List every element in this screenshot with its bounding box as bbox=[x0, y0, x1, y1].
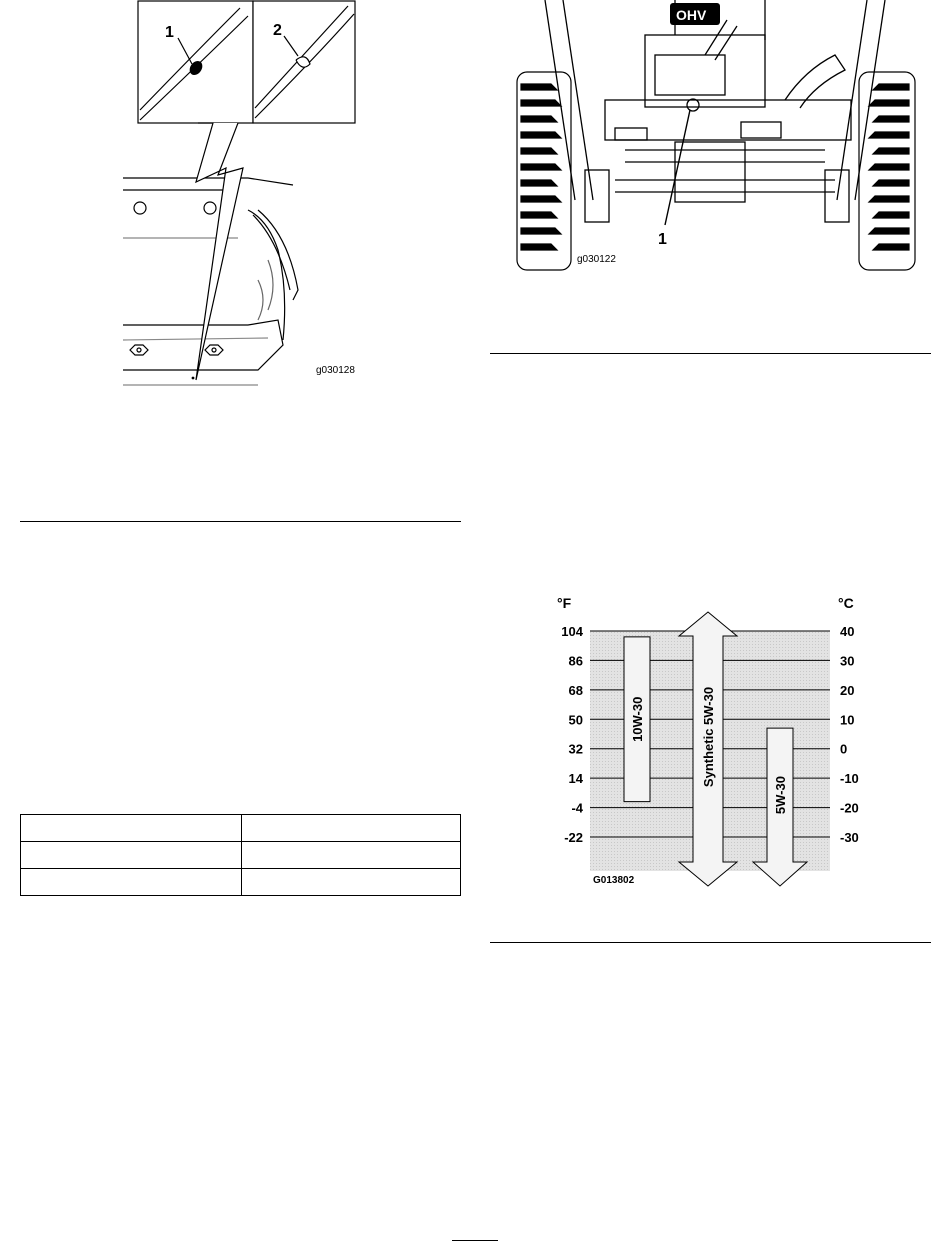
figure-id: g030128 bbox=[316, 365, 355, 376]
page-number-rule bbox=[452, 1240, 498, 1241]
left-tick-label: 14 bbox=[568, 771, 583, 787]
callout-1: 1 bbox=[658, 231, 667, 248]
left-tick-label: -4 bbox=[571, 800, 583, 816]
oil-viscosity-chart bbox=[545, 590, 875, 890]
table-cell bbox=[242, 815, 461, 842]
left-tire bbox=[517, 72, 571, 270]
figure-id: g030122 bbox=[577, 254, 616, 265]
right-tire bbox=[859, 72, 915, 270]
callout-1: 1 bbox=[165, 24, 174, 41]
series-label: 5W-30 bbox=[773, 776, 788, 815]
table-cell bbox=[242, 869, 461, 896]
callout-2: 2 bbox=[273, 22, 282, 39]
left-tick-label: 104 bbox=[561, 624, 583, 639]
left-tick-label: 86 bbox=[568, 653, 583, 669]
right-tick-label: -20 bbox=[840, 800, 859, 816]
table-cell bbox=[21, 815, 242, 842]
spec-table bbox=[20, 814, 461, 896]
right-tick-label: 0 bbox=[840, 741, 848, 757]
table-row bbox=[21, 869, 461, 896]
right-tick-label: -30 bbox=[840, 830, 859, 845]
right-tick-label: 20 bbox=[840, 682, 855, 698]
table-row bbox=[21, 815, 461, 842]
table-row bbox=[21, 842, 461, 869]
series-label: Synthetic 5W-30 bbox=[701, 686, 716, 788]
left-unit-label: °F bbox=[557, 595, 572, 611]
right-unit-label: °C bbox=[838, 595, 854, 611]
section-rule bbox=[20, 521, 461, 522]
right-tick-label: 10 bbox=[840, 712, 855, 728]
left-tick-label: 68 bbox=[568, 682, 583, 698]
table-cell bbox=[21, 869, 242, 896]
section-rule bbox=[490, 942, 931, 943]
figure-drain-plug bbox=[515, 0, 931, 272]
table-cell bbox=[242, 842, 461, 869]
left-tick-label: 50 bbox=[568, 712, 583, 728]
right-tick-label: 40 bbox=[840, 624, 855, 639]
figure-wear-indicator bbox=[118, 0, 368, 395]
left-tick-label: -22 bbox=[564, 830, 583, 845]
table-cell bbox=[21, 842, 242, 869]
right-tick-label: -10 bbox=[840, 771, 859, 787]
right-tick-label: 30 bbox=[840, 653, 855, 669]
figure-id: G013802 bbox=[593, 875, 635, 886]
series-label: 10W-30 bbox=[630, 696, 645, 742]
engine-label: OHV bbox=[676, 7, 707, 23]
left-tick-label: 32 bbox=[568, 741, 583, 757]
section-rule bbox=[490, 353, 931, 354]
